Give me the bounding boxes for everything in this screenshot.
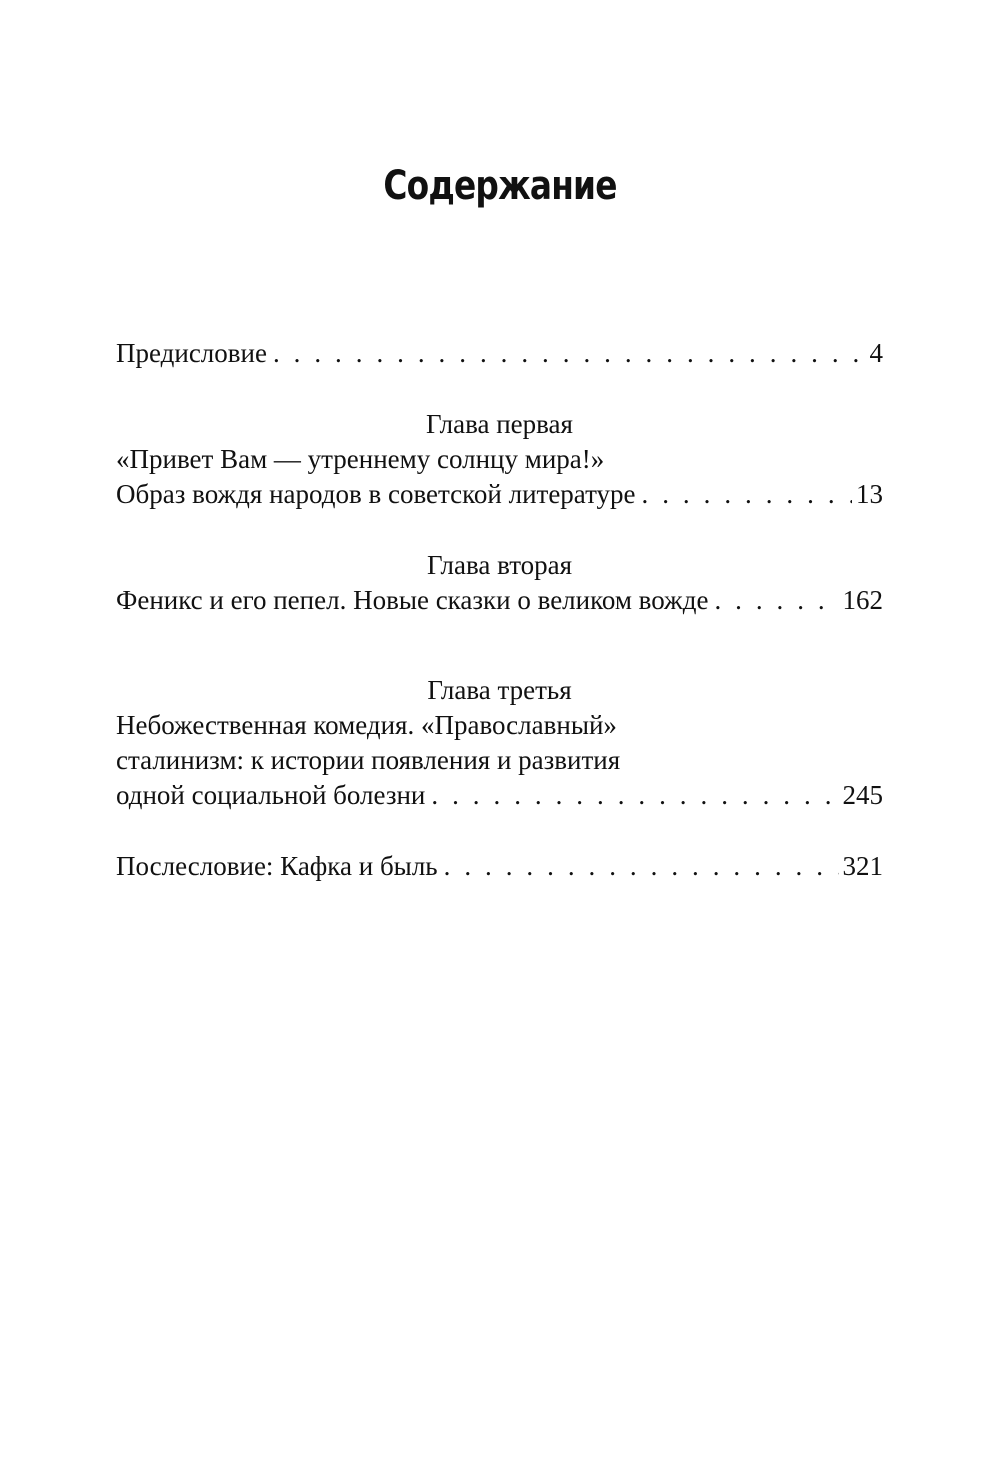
- page-title: Содержание: [383, 163, 617, 209]
- page-number: 245: [842, 780, 883, 810]
- chapter-title-line: Образ вождя народов в советской литературе: [116, 479, 636, 509]
- toc-entry-chapter-3: [116, 673, 883, 813]
- dot-leader: [273, 336, 866, 371]
- toc-line: [116, 336, 883, 371]
- dot-leader: [714, 583, 838, 618]
- page-number: 13: [856, 479, 883, 509]
- toc-entry-chapter-1: [116, 407, 883, 512]
- toc-line: [116, 583, 883, 618]
- chapter-heading: Глава третья: [427, 675, 572, 705]
- chapter-title-line: Феникс и его пепел. Новые сказки о великом вожде: [116, 585, 709, 615]
- toc-line: [116, 477, 883, 512]
- entry-label: Предисловие: [116, 338, 267, 368]
- page-number: 162: [842, 585, 883, 615]
- toc-line: [116, 849, 883, 884]
- dot-leader: [642, 477, 852, 512]
- chapter-title-line: одной социальной болезни: [116, 780, 426, 810]
- toc-entry-afterword: [116, 849, 883, 884]
- chapter-title-line: «Привет Вам — утреннему солнцу мира!»: [116, 444, 605, 474]
- page-number: 321: [842, 851, 883, 881]
- chapter-title-line: сталинизм: к истории появления и развития: [116, 745, 621, 775]
- chapter-heading: Глава вторая: [426, 550, 573, 580]
- toc-entry-preface: [116, 336, 883, 371]
- dot-leader: [431, 778, 838, 813]
- toc-line: [116, 778, 883, 813]
- page-number: 4: [869, 338, 883, 368]
- chapter-heading: Глава первая: [426, 409, 573, 439]
- toc-entry-chapter-2: [116, 548, 883, 618]
- chapter-title-line: Небожественная комедия. «Православный»: [116, 710, 617, 740]
- dot-leader: [444, 849, 839, 884]
- entry-label: Послесловие: Кафка и быль: [116, 851, 438, 881]
